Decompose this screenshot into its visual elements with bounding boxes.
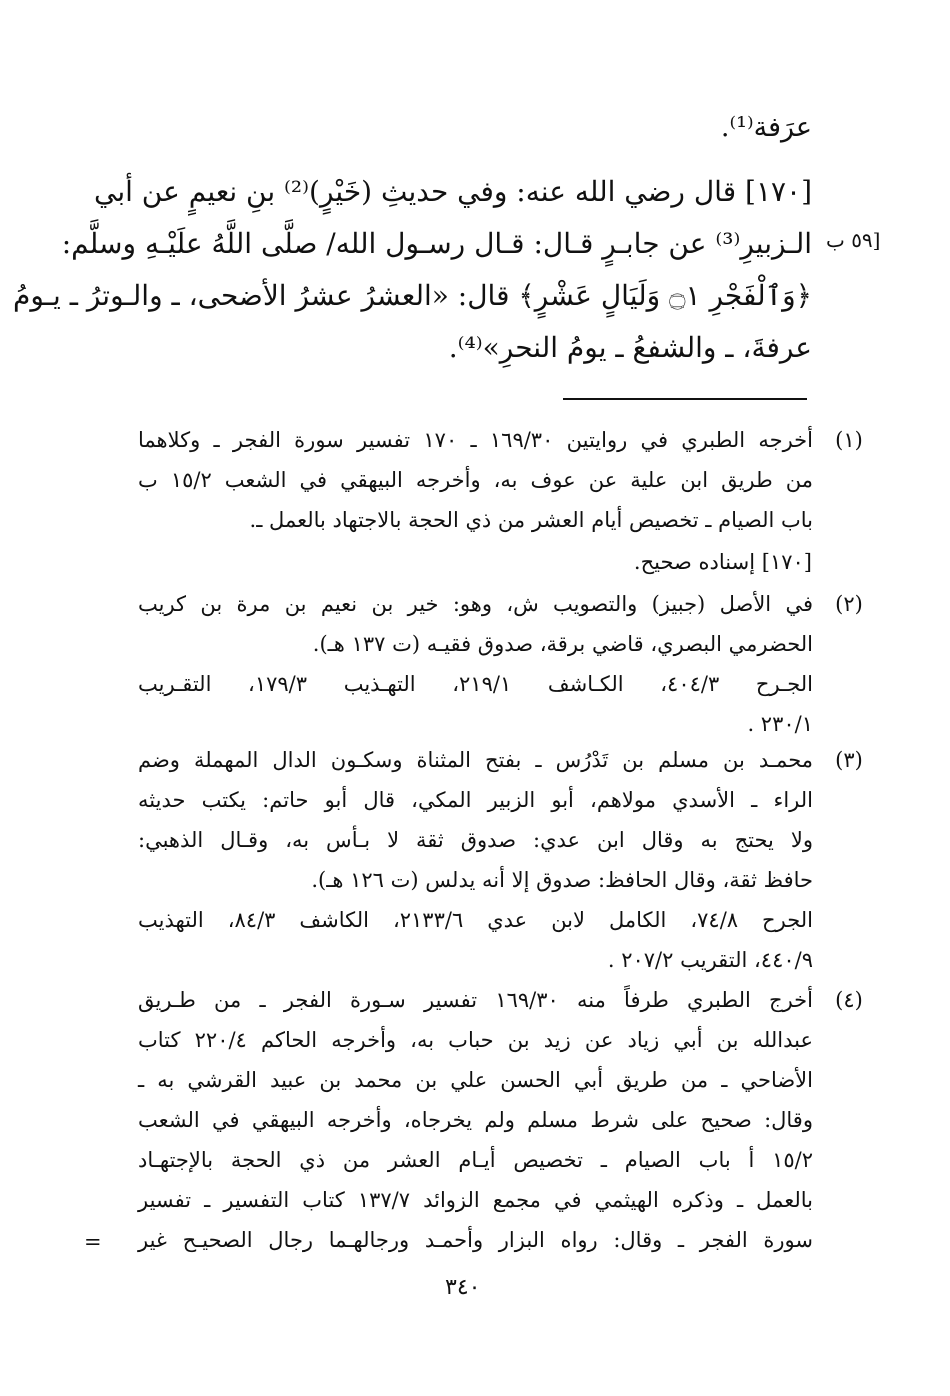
footnote-line: في الأصل (جبيز) والتصويب ش، وهو: خير بن نعيم بن مرة بن كريب: [138, 592, 813, 616]
footnote-number: (٣): [835, 748, 863, 772]
footnote-1: [138, 420, 863, 540]
footnote-line: وقال: صحيح على شرط مسلم ولم يخرجاه، وأخرجه البيهقي في الشعب: [138, 1108, 813, 1132]
footnote-line: محمـد بن مسلم بن تَدْرُس ـ بفتح المثناة وسكـون الدال المهملة وضم: [138, 748, 813, 772]
page-number: ٣٤٠: [445, 1275, 481, 1300]
hadith-line: عرفةَ، ـ والشفعُ ـ يومُ النحرِ»⁽⁴⁾.: [448, 331, 812, 364]
footnote-line: من طريق ابن علية عن عوف به، وأخرجه البيهقي في الشعب ١٥/٢ ب: [138, 468, 813, 492]
manuscript-folio-marker: [٥٩ ب: [826, 228, 881, 252]
footnote-line: باب الصيام ـ تخصيص أيام العشر من ذي الحجة بالاجتهاد بالعمل ـ.: [249, 508, 813, 532]
top-continuation-text: عرَفة⁽¹⁾.: [720, 112, 812, 143]
footnote-line: أخرجه الطبري في روايتين ١٦٩/٣٠ ـ ١٧٠ تفسير سورة الفجر ـ وكلاهما: [138, 428, 813, 452]
footnote-4: [138, 980, 863, 1260]
isnad-grading-note: [١٧٠] إسناده صحيح.: [633, 550, 812, 574]
footnote-number: (١): [835, 428, 863, 452]
footnote-line: حافظ ثقة، وقال الحافظ: صدوق إلا أنه يدلس (ت ١٢٦ هـ).: [311, 868, 813, 892]
footnote-line: ٤٤٠/٩، التقريب ٢٠٧/٢ .: [607, 948, 813, 972]
footnote-line: الجرح ٧٤/٨، الكامل لابن عدي ٢١٣٣/٦، الكاشف ٨٤/٣، التهذيب: [138, 908, 813, 932]
continuation-mark: =: [84, 1230, 102, 1254]
footnote-line: أخرج الطبري طرفاً منه ١٦٩/٣٠ تفسير سـورة الفجر ـ من طـريق: [138, 988, 813, 1012]
footnote-line: ١٥/٢ أ باب الصيام ـ تخصيص أيـام العشر من ذي الحجة بالإجتهـاد: [138, 1148, 813, 1172]
footnote-separator: [563, 398, 807, 400]
hadith-line: ﴿وَٱلْفَجْرِ ۝١ وَلَيَالٍ عَشْرٍ﴾ قال: «العشرُ عشرُ الأضحى، ـ والـوترُ ـ يـومُ: [13, 279, 812, 312]
footnote-number: (٢): [835, 592, 863, 616]
footnote-line: سورة الفجر ـ وقال: رواه البزار وأحمـد ورجالهـما رجال الصحيـح غير: [138, 1228, 813, 1252]
footnote-line: ٢٣٠/١ .: [747, 712, 813, 736]
footnote-line: بالعمل ـ وذكره الهيثمي في مجمع الزوائد ١٣٧/٧ كتاب التفسير ـ تفسير: [138, 1188, 813, 1212]
footnote-line: الجـرح ٤٠٤/٣، الكـاشف ٢١٩/١، التهـذيب ١٧٩/٣، التقـريب: [138, 672, 813, 696]
footnote-line: الراء ـ الأسدي مولاهم، أبو الزبير المكي، قال أبو حاتم: يكتب حديثه: [138, 788, 813, 812]
footnote-number: (٤): [835, 988, 863, 1012]
footnote-line: الأضاحي ـ من طريق أبي الحسن علي بن محمد بن عبيد القرشي به ـ: [138, 1068, 813, 1092]
footnote-line: الحضرمي البصري، قاضي برقة، صدوق فقيـه (ت ١٣٧ هـ).: [312, 632, 813, 656]
footnote-line: ولا يحتج به وقال ابن عدي: صدوق ثقة لا بـأس به، وقـال الذهبي:: [138, 828, 813, 852]
hadith-line: الـزبيرِ⁽³⁾ عن جابـرٍ قـال: قـال رسـول الله/ صلَّى اللَّهُ علَيْـهِ وسلَّم:: [61, 227, 812, 260]
footnote-3: [138, 740, 863, 980]
footnote-2: [138, 584, 863, 744]
hadith-line: [١٧٠] قال رضي الله عنه: وفي حديثِ (خَيْرٍ)⁽²⁾ بنِ نعيمٍ عن أبي: [94, 175, 812, 208]
footnote-line: عبدالله بن أبي زياد عن زيد بن حباب به، وأخرجه الحاكم ٢٢٠/٤ كتاب: [138, 1028, 813, 1052]
